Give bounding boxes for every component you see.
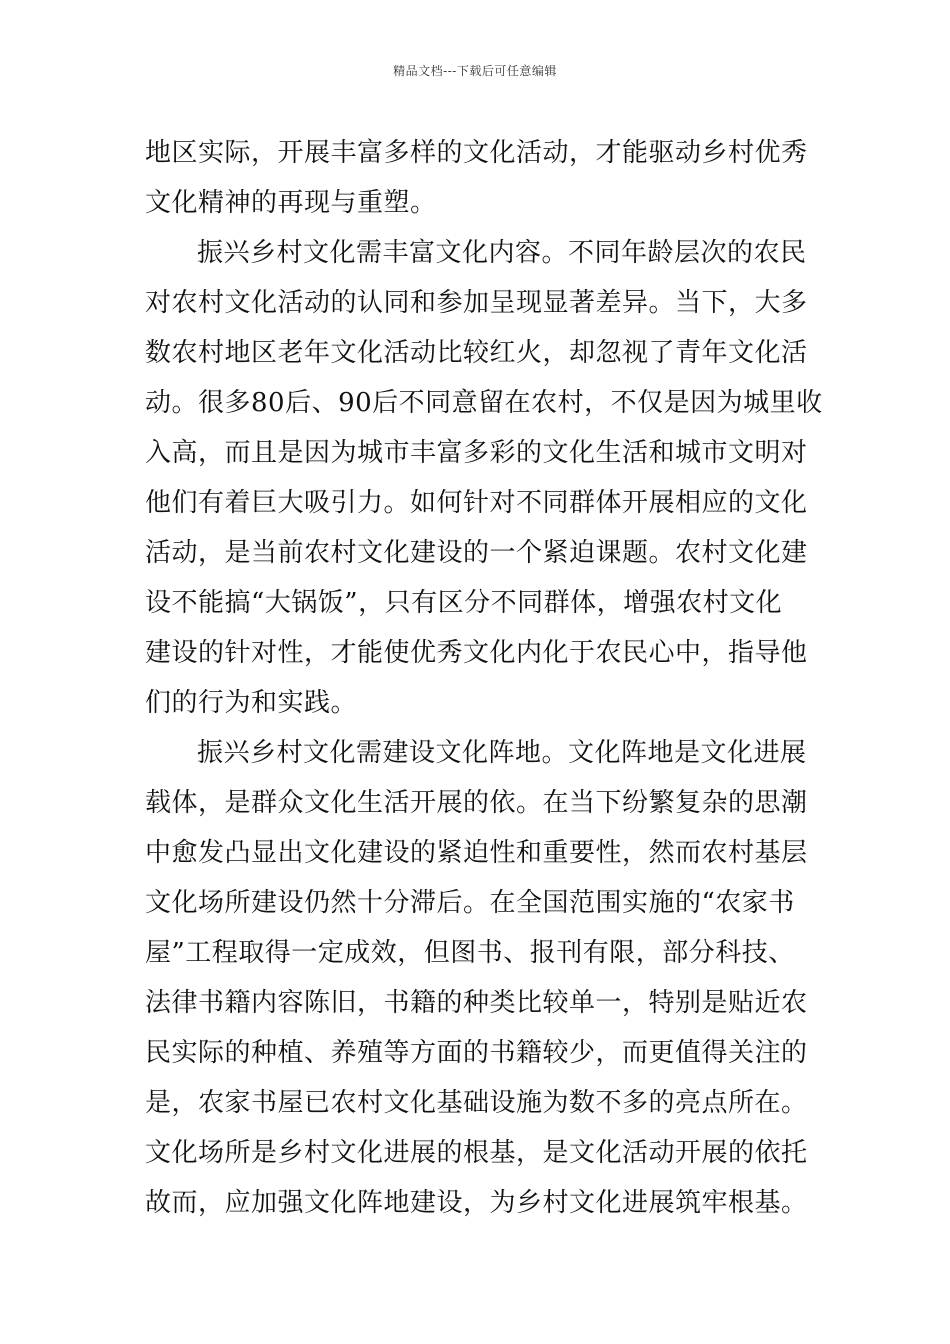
document-body [145, 128, 823, 1228]
page-header: 精品文档---下载后可任意编辑 [393, 64, 557, 78]
text-line: 地区实际，开展丰富多样的文化活动，才能驱动乡村优秀 [145, 138, 808, 168]
text-line: 屋”工程取得一定成效，但图书、报刊有限，部分科技、 [145, 938, 795, 968]
text-line: 文化场所是乡村文化进展的根基，是文化活动开展的依托 [145, 1138, 808, 1168]
text-line: 是，农家书屋已农村文化基础设施为数不多的亮点所在。 [145, 1088, 808, 1118]
text-line: 故而，应加强文化阵地建设，为乡村文化进展筑牢根基。 [145, 1188, 808, 1218]
paragraph-start-line: 振兴乡村文化需建设文化阵地。文化阵地是文化进展 [197, 738, 807, 768]
text-line: 数农村地区老年文化活动比较红火，却忽视了青年文化活 [145, 338, 808, 368]
text-line: 中愈发凸显出文化建设的紧迫性和重要性，然而农村基层 [145, 838, 808, 868]
text-line: 建设的针对性，才能使优秀文化内化于农民心中，指导他 [145, 638, 808, 668]
text-line: 载体，是群众文化生活开展的依。在当下纷繁复杂的思潮 [145, 788, 808, 818]
text-line: 活动，是当前农村文化建设的一个紧迫课题。农村文化建 [145, 538, 808, 568]
text-line: 他们有着巨大吸引力。如何针对不同群体开展相应的文化 [145, 488, 808, 518]
text-line: 文化场所建设仍然十分滞后。在全国范围实施的“农家书 [145, 888, 795, 918]
text-line: 动。很多80后、90后不同意留在农村，不仅是因为城里收 [145, 388, 823, 418]
paragraph-start-line: 振兴乡村文化需丰富文化内容。不同年龄层次的农民 [197, 238, 807, 268]
text-line: 们的行为和实践。 [145, 688, 358, 718]
text-line: 入高，而且是因为城市丰富多彩的文化生活和城市文明对 [145, 438, 808, 468]
text-line: 民实际的种植、养殖等方面的书籍较少，而更值得关注的 [145, 1038, 808, 1068]
text-line: 法律书籍内容陈旧，书籍的种类比较单一，特别是贴近农 [145, 988, 808, 1018]
text-line: 对农村文化活动的认同和参加呈现显著差异。当下，大多 [145, 288, 808, 318]
text-line: 设不能搞“大锅饭”，只有区分不同群体，增强农村文化 [145, 588, 783, 618]
text-line: 文化精神的再现与重塑。 [145, 188, 437, 218]
